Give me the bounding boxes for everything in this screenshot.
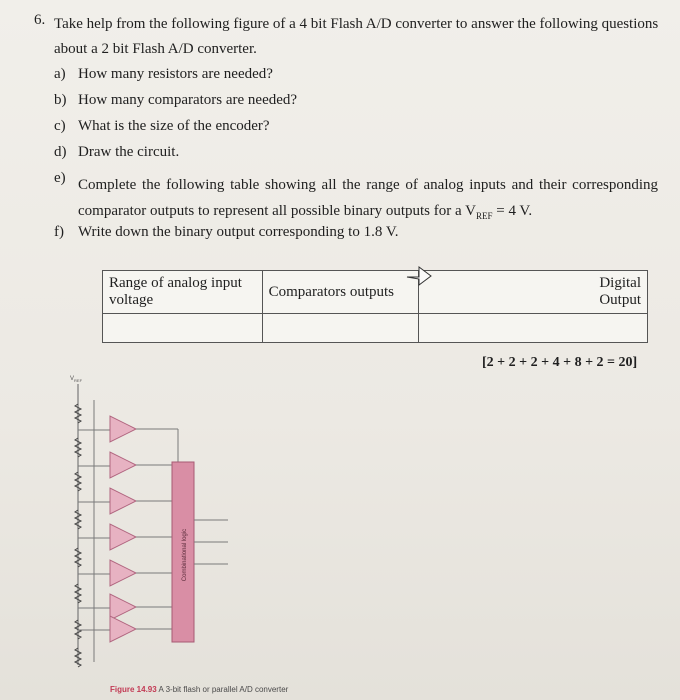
comparator-bank — [78, 416, 178, 642]
part-e-label-row — [54, 166, 78, 191]
part-text: Write down the binary output corresponding to 1.8 V. — [78, 224, 399, 240]
cursor-icon — [405, 263, 435, 289]
part-tail: = 4 V. — [492, 203, 533, 219]
part-text: How many comparators are needed? — [78, 92, 298, 108]
table-header-row — [103, 271, 648, 314]
table-header: Comparators outputs — [262, 271, 419, 314]
part-label: d) — [54, 144, 67, 160]
digital-outputs — [194, 520, 228, 564]
part-label: c) — [54, 118, 66, 134]
table-cell[interactable] — [419, 314, 648, 343]
table-cell[interactable] — [262, 314, 419, 343]
part-b — [54, 88, 297, 113]
question-intro: Take help from the following figure of a 4 bit Flash A/D converter to answer the following questions about a 2 bit Flash A/D converter. — [54, 16, 659, 57]
logic-label: Combinational logic — [182, 528, 188, 582]
figure-title: A 3-bit flash or parallel A/D converter — [158, 685, 289, 694]
figure-caption — [110, 685, 288, 694]
table-header: Range of analog input voltage — [103, 271, 263, 314]
figure-number: Figure 14.93 — [110, 685, 157, 694]
part-label: a) — [54, 66, 66, 82]
part-text: What is the size of the encoder? — [78, 118, 270, 134]
part-label: e) — [54, 170, 66, 186]
part-label: f) — [54, 224, 64, 240]
table-cell[interactable] — [103, 314, 263, 343]
part-c — [54, 114, 270, 139]
part-text: Complete the following table showing all the range of analog inputs and their corresponding comparator outputs to represent all possible binary outputs for a V — [78, 177, 658, 219]
part-a — [54, 62, 273, 87]
marks-distribution: [2 + 2 + 2 + 4 + 8 + 2 = 20] — [482, 355, 638, 370]
comparator-icon — [78, 524, 172, 550]
question-number: 6. — [34, 12, 46, 28]
comparator-icon — [78, 560, 172, 586]
flash-adc-figure — [60, 370, 260, 688]
part-d — [54, 140, 179, 165]
comparator-icon — [78, 594, 172, 620]
comparator-icon — [78, 616, 172, 642]
table-header: Digital Output — [419, 271, 648, 314]
converter-table — [102, 270, 648, 343]
table-row — [103, 314, 648, 343]
part-label: b) — [54, 92, 67, 108]
comparator-icon — [78, 488, 172, 514]
part-text: Draw the circuit. — [78, 144, 180, 160]
part-f — [54, 220, 398, 245]
comparator-icon — [78, 416, 178, 442]
vref-label: $V_{REF}$ — [70, 376, 83, 383]
comparator-icon — [78, 452, 172, 478]
part-text: How many resistors are needed? — [78, 66, 273, 82]
vref-subscript: REF — [475, 211, 493, 221]
